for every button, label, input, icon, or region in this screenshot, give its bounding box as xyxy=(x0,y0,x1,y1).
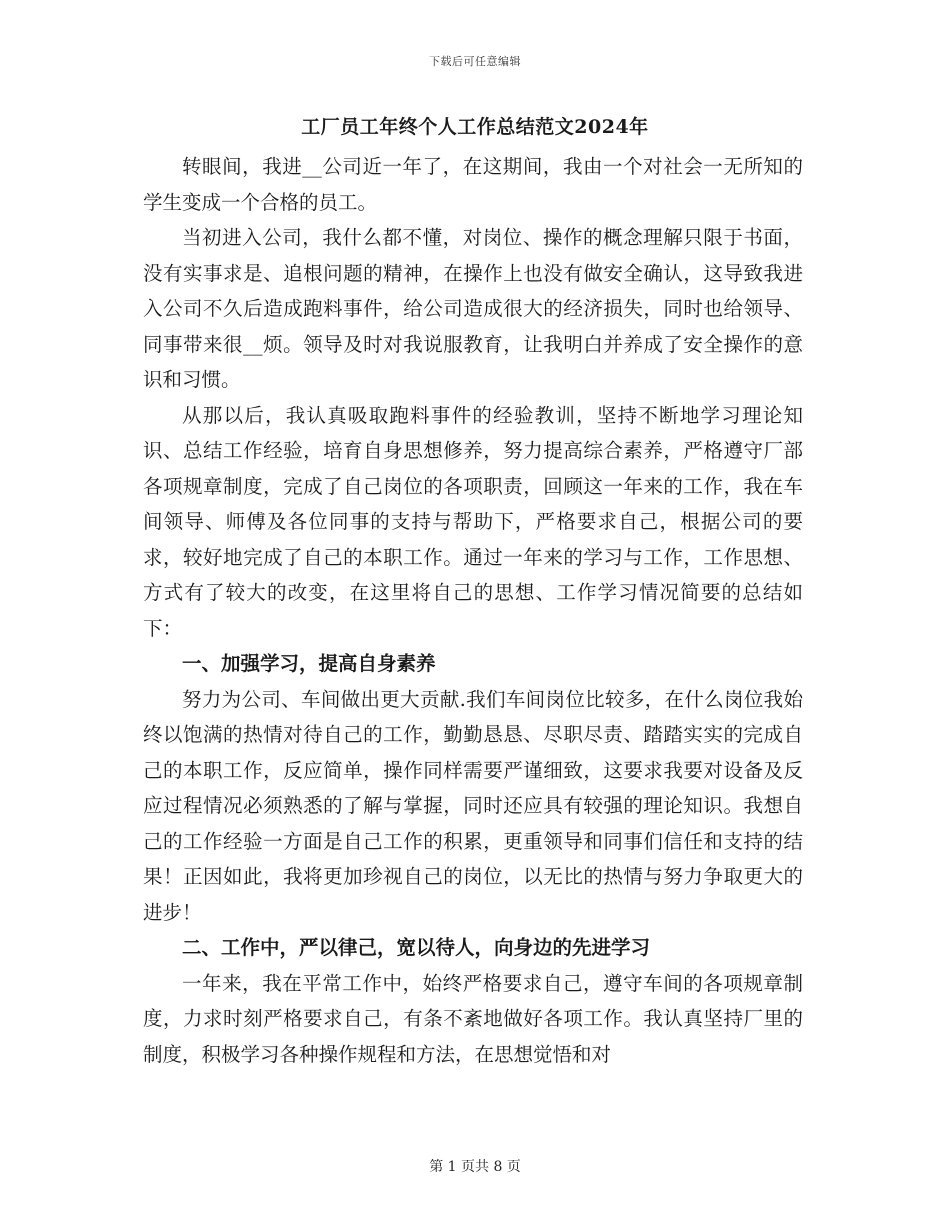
document-body xyxy=(143,149,803,1072)
paragraph-section-2: 一年来，我在平常工作中，始终严格要求自己，遵守车间的各项规章制度，力求时刻严格要求自己，有条不紊地做好各项工作。我认真坚持厂里的制度，积极学习各种操作规程和方法，在思想觉悟和对 xyxy=(143,971,803,1066)
page-header-note: 下载后可任意编辑 xyxy=(429,55,521,68)
section-heading-1: 一、加强学习，提高自身素养 xyxy=(182,652,436,675)
paragraph-lessons: 从那以后，我认真吸取跑料事件的经验教训，坚持不断地学习理论知识、总结工作经验，培育自身思想修养，努力提高综合素养，严格遵守厂部各项规章制度，完成了自己岗位的各项职责，回顾这一年来的工作，我在车间领导、师傅及各位同事的支持与帮助下，严格要求自己，根据公司的要求，较好地完成了自己的本职工作。通过一年来的学习与工作，工作思想、方式有了较大的改变，在这里将自己的思想、工作学习情况简要的总结如下： xyxy=(143,403,803,640)
paragraph-intro: 转眼间，我进__公司近一年了，在这期间，我由一个对社会一无所知的学生变成一个合格的员工。 xyxy=(143,155,803,214)
paragraph-section-1: 努力为公司、车间做出更大贡献.我们车间岗位比较多，在什么岗位我始终以饱满的热情对待自己的工作，勤勤恳恳、尽职尽责、踏踏实实的完成自己的本职工作，反应简单，操作同样需要严谨细致，这要求我要对设备及反应过程情况必须熟悉的了解与掌握，同时还应具有较强的理论知识。我想自己的工作经验一方面是自己工作的积累，更重领导和同事们信任和支持的结果！正因如此，我将更加珍视自己的岗位，以无比的热情与努力争取更大的进步！ xyxy=(143,687,803,924)
document-title: 工厂员工年终个人工作总结范文2024年 xyxy=(301,116,649,138)
page-number: 第 1 页共 8 页 xyxy=(429,1159,521,1175)
section-heading-2: 二、工作中，严以律己，宽以待人，向身边的先进学习 xyxy=(182,936,651,959)
paragraph-beginning: 当初进入公司，我什么都不懂，对岗位、操作的概念理解只限于书面，没有实事求是、追根问题的精神，在操作上也没有做安全确认，这导致我进入公司不久后造成跑料事件，给公司造成很大的经济损失，同时也给领导、同事带来很__烦。领导及时对我说服教育，让我明白并养成了安全操作的意识和习惯。 xyxy=(143,226,803,391)
